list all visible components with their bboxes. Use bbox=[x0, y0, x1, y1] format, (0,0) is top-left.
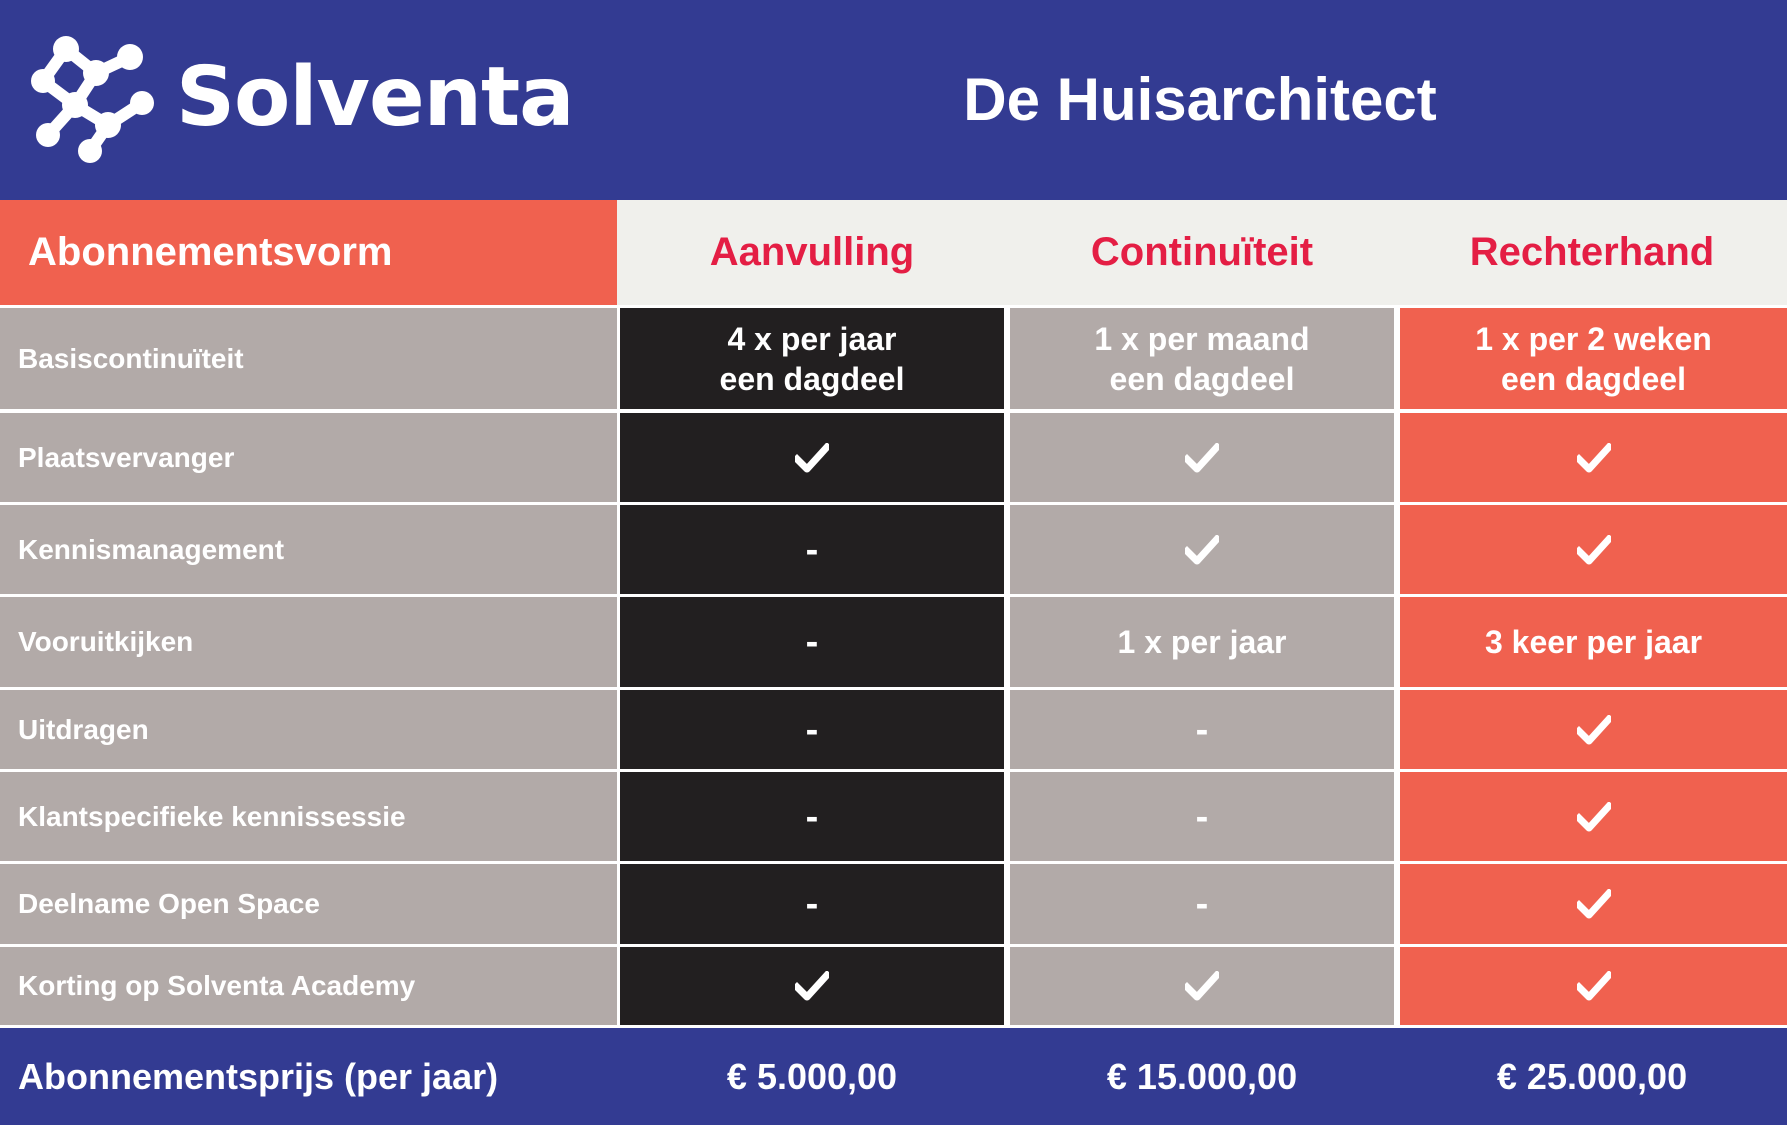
table-cell bbox=[1400, 505, 1787, 594]
row-label: Basiscontinuïteit bbox=[0, 308, 617, 409]
table-cell bbox=[1010, 413, 1394, 502]
table-cell bbox=[1400, 772, 1787, 861]
table-cell bbox=[1400, 597, 1787, 687]
table-cell bbox=[620, 505, 1004, 594]
price-label: Abonnementsprijs (per jaar) bbox=[18, 1055, 499, 1097]
table-cell bbox=[620, 772, 1004, 861]
price-plan-2: € 15.000,00 bbox=[1106, 1055, 1298, 1097]
table-cell bbox=[1400, 864, 1787, 944]
checkmark-icon bbox=[795, 443, 829, 473]
table-cell bbox=[1010, 772, 1394, 861]
cell-value bbox=[720, 319, 905, 399]
cell-value-line-1: 3 keer per jaar bbox=[1484, 624, 1703, 660]
checkmark-icon bbox=[1577, 535, 1611, 565]
row-label: Klantspecifieke kennissessie bbox=[0, 772, 617, 861]
cell-value bbox=[1118, 622, 1287, 662]
table-cell bbox=[1400, 690, 1787, 769]
column-header-plan-1: Aanvulling bbox=[617, 200, 1007, 305]
column-header-abonnementsvorm: Abonnementsvorm bbox=[0, 200, 617, 305]
table-cell bbox=[620, 947, 1004, 1025]
cell-value bbox=[1094, 319, 1309, 399]
not-included-dash: - bbox=[805, 708, 819, 751]
not-included-dash: - bbox=[1195, 883, 1209, 925]
cell-value-line-2: een dagdeel bbox=[719, 360, 905, 397]
checkmark-icon bbox=[1577, 889, 1611, 919]
checkmark-icon bbox=[1577, 715, 1611, 745]
row-label: Uitdragen bbox=[0, 690, 617, 769]
row-label: Plaatsvervanger bbox=[0, 413, 617, 502]
not-included-dash: - bbox=[805, 883, 819, 925]
cell-value-line-1: 1 x per jaar bbox=[1117, 624, 1287, 660]
checkmark-icon bbox=[1577, 443, 1611, 473]
cell-value bbox=[1485, 622, 1702, 662]
column-header-plan-3: Rechterhand bbox=[1397, 200, 1787, 305]
checkmark-icon bbox=[1577, 971, 1611, 1001]
cell-value-line-2: een dagdeel bbox=[1109, 360, 1295, 397]
checkmark-icon bbox=[1185, 443, 1219, 473]
table-cell bbox=[1010, 308, 1394, 409]
row-label: Kennismanagement bbox=[0, 505, 617, 594]
table-cell bbox=[1010, 864, 1394, 944]
price-plan-3: € 25.000,00 bbox=[1496, 1055, 1688, 1097]
brand-name: Solventa bbox=[176, 50, 574, 145]
table-cell bbox=[620, 597, 1004, 687]
page-title: De Huisarchitect bbox=[963, 66, 1437, 133]
solventa-logo-icon bbox=[30, 35, 155, 163]
cell-value-line-1: 4 x per jaar bbox=[727, 320, 897, 357]
price-footer bbox=[0, 1028, 1787, 1125]
not-included-dash: - bbox=[805, 621, 819, 663]
cell-value-line-1: 1 x per 2 weken bbox=[1475, 320, 1712, 357]
row-label: Vooruitkijken bbox=[0, 597, 617, 687]
table-cell bbox=[620, 308, 1004, 409]
cell-value-line-1: 1 x per maand bbox=[1094, 320, 1310, 357]
not-included-dash: - bbox=[1195, 795, 1209, 838]
checkmark-icon bbox=[1185, 971, 1219, 1001]
row-label: Korting op Solventa Academy bbox=[0, 947, 617, 1025]
table-cell bbox=[1010, 505, 1394, 594]
checkmark-icon bbox=[1185, 535, 1219, 565]
not-included-dash: - bbox=[805, 795, 819, 838]
table-cell bbox=[1010, 597, 1394, 687]
checkmark-icon bbox=[795, 971, 829, 1001]
cell-value-line-2: een dagdeel bbox=[1501, 360, 1686, 397]
cell-value bbox=[1475, 319, 1712, 399]
table-cell bbox=[620, 690, 1004, 769]
price-plan-1: € 5.000,00 bbox=[726, 1055, 898, 1097]
table-cell bbox=[1400, 413, 1787, 502]
header-banner bbox=[0, 0, 1787, 200]
table-cell bbox=[1400, 947, 1787, 1025]
table-cell bbox=[620, 413, 1004, 502]
not-included-dash: - bbox=[1195, 708, 1209, 751]
not-included-dash: - bbox=[805, 528, 819, 571]
table-cell bbox=[620, 864, 1004, 944]
table-cell bbox=[1010, 947, 1394, 1025]
column-header-plan-2: Continuïteit bbox=[1007, 200, 1397, 305]
table-cell bbox=[1010, 690, 1394, 769]
checkmark-icon bbox=[1577, 802, 1611, 832]
table-cell bbox=[1400, 308, 1787, 409]
row-label: Deelname Open Space bbox=[0, 864, 617, 944]
